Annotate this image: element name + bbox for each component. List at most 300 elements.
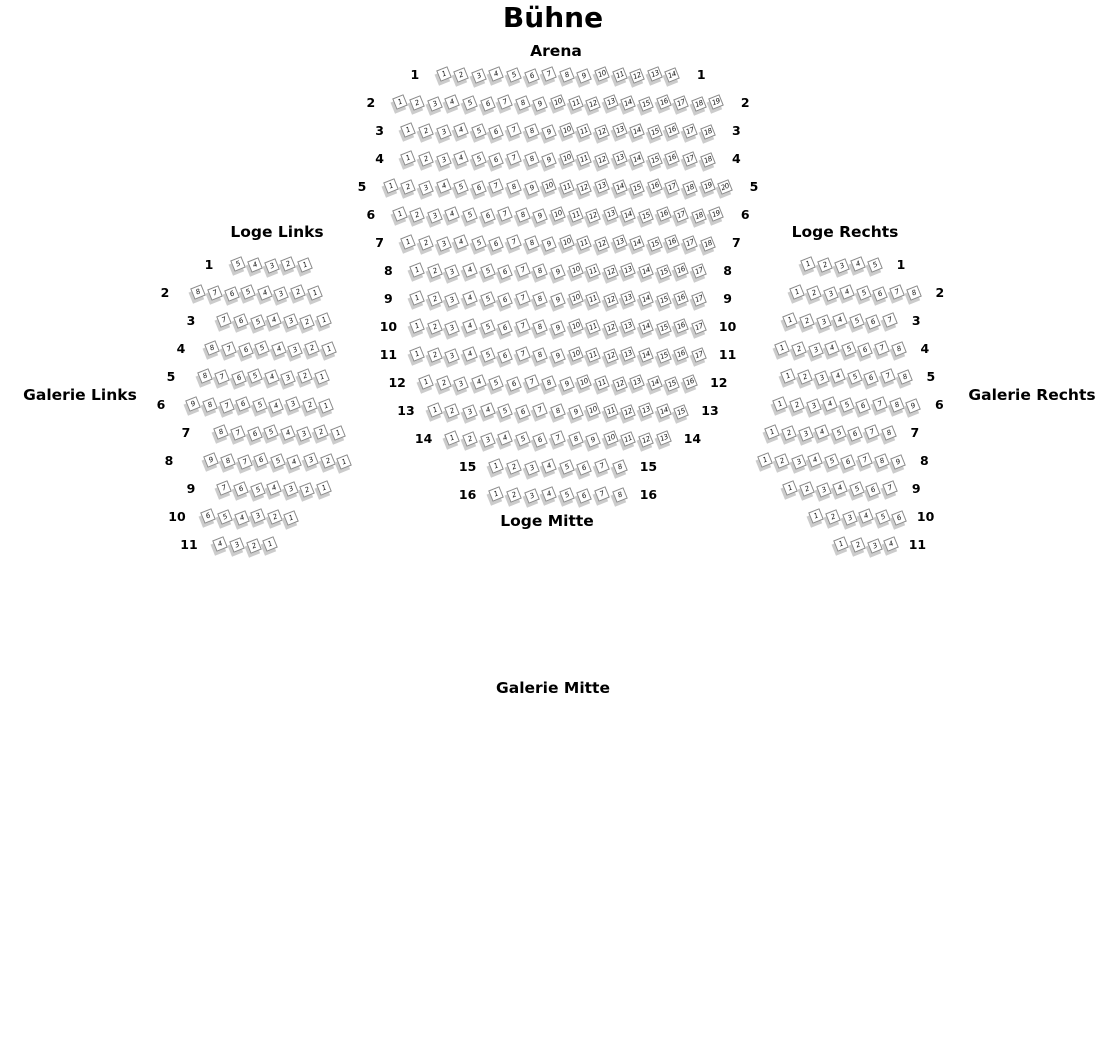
- seat[interactable]: [550, 94, 566, 110]
- seat[interactable]: [585, 208, 601, 224]
- seat[interactable]: [247, 257, 263, 273]
- seat[interactable]: [603, 94, 619, 110]
- seat[interactable]: [638, 432, 654, 448]
- seat[interactable]: [603, 320, 619, 336]
- seat[interactable]: [445, 320, 461, 336]
- seat[interactable]: [673, 346, 689, 362]
- seat[interactable]: [594, 66, 610, 82]
- seat[interactable]: [252, 397, 268, 413]
- seat[interactable]: [594, 178, 610, 194]
- seat[interactable]: [234, 510, 250, 526]
- seat[interactable]: [568, 404, 584, 420]
- seat[interactable]: [638, 263, 654, 279]
- seat[interactable]: [774, 340, 790, 356]
- seat[interactable]: [266, 312, 282, 328]
- seat[interactable]: [427, 291, 443, 307]
- seat[interactable]: [299, 482, 315, 498]
- seat[interactable]: [691, 263, 707, 279]
- seat[interactable]: [220, 453, 236, 469]
- seat[interactable]: [585, 432, 601, 448]
- seat[interactable]: [409, 207, 425, 223]
- seat[interactable]: [568, 95, 584, 111]
- seat[interactable]: [577, 68, 593, 84]
- seat[interactable]: [246, 538, 262, 554]
- seat[interactable]: [603, 206, 619, 222]
- seat[interactable]: [427, 96, 443, 112]
- seat[interactable]: [550, 206, 566, 222]
- seat[interactable]: [506, 179, 522, 195]
- seat[interactable]: [891, 341, 907, 357]
- seat[interactable]: [629, 374, 645, 390]
- seat[interactable]: [489, 66, 505, 82]
- seat[interactable]: [559, 67, 575, 83]
- seat[interactable]: [824, 453, 840, 469]
- seat[interactable]: [445, 206, 461, 222]
- seat[interactable]: [264, 258, 280, 274]
- seat[interactable]: [594, 152, 610, 168]
- seat[interactable]: [550, 430, 566, 446]
- seat[interactable]: [831, 425, 847, 441]
- seat[interactable]: [453, 150, 469, 166]
- seat[interactable]: [480, 347, 496, 363]
- seat[interactable]: [313, 424, 329, 440]
- seat[interactable]: [230, 425, 246, 441]
- seat[interactable]: [867, 257, 883, 273]
- seat[interactable]: [401, 122, 417, 138]
- seat[interactable]: [550, 264, 566, 280]
- seat[interactable]: [656, 292, 672, 308]
- seat[interactable]: [832, 312, 848, 328]
- seat[interactable]: [603, 292, 619, 308]
- seat[interactable]: [409, 262, 425, 278]
- seat[interactable]: [656, 206, 672, 222]
- seat[interactable]: [891, 510, 907, 526]
- seat[interactable]: [296, 426, 312, 442]
- seat[interactable]: [533, 208, 549, 224]
- seat[interactable]: [515, 346, 531, 362]
- seat[interactable]: [621, 95, 637, 111]
- seat[interactable]: [263, 424, 279, 440]
- seat[interactable]: [791, 454, 807, 470]
- seat[interactable]: [849, 313, 865, 329]
- seat[interactable]: [515, 431, 531, 447]
- seat[interactable]: [303, 452, 319, 468]
- seat[interactable]: [612, 487, 628, 503]
- seat[interactable]: [489, 375, 505, 391]
- seat[interactable]: [808, 342, 824, 358]
- seat[interactable]: [612, 459, 628, 475]
- seat[interactable]: [436, 236, 452, 252]
- seat[interactable]: [791, 341, 807, 357]
- seat[interactable]: [550, 292, 566, 308]
- seat[interactable]: [577, 235, 593, 251]
- seat[interactable]: [320, 453, 336, 469]
- seat[interactable]: [882, 312, 898, 328]
- seat[interactable]: [825, 509, 841, 525]
- seat[interactable]: [872, 286, 888, 302]
- seat[interactable]: [401, 234, 417, 250]
- seat[interactable]: [427, 347, 443, 363]
- seat[interactable]: [656, 403, 672, 419]
- seat[interactable]: [489, 236, 505, 252]
- seat[interactable]: [229, 537, 245, 553]
- seat[interactable]: [808, 508, 824, 524]
- seat[interactable]: [874, 340, 890, 356]
- seat[interactable]: [621, 318, 637, 334]
- seat[interactable]: [480, 402, 496, 418]
- seat[interactable]: [480, 319, 496, 335]
- seat[interactable]: [638, 347, 654, 363]
- seat[interactable]: [839, 284, 855, 300]
- seat[interactable]: [889, 397, 905, 413]
- seat[interactable]: [250, 482, 266, 498]
- seat[interactable]: [307, 285, 323, 301]
- seat[interactable]: [471, 235, 487, 251]
- seat[interactable]: [200, 508, 216, 524]
- seat[interactable]: [489, 178, 505, 194]
- seat[interactable]: [822, 396, 838, 412]
- seat[interactable]: [266, 480, 282, 496]
- seat[interactable]: [453, 234, 469, 250]
- seat[interactable]: [237, 454, 253, 470]
- seat[interactable]: [409, 346, 425, 362]
- seat[interactable]: [817, 257, 833, 273]
- seat[interactable]: [247, 368, 263, 384]
- seat[interactable]: [841, 341, 857, 357]
- seat[interactable]: [213, 424, 229, 440]
- seat[interactable]: [700, 236, 716, 252]
- seat[interactable]: [889, 284, 905, 300]
- seat[interactable]: [480, 263, 496, 279]
- seat[interactable]: [594, 124, 610, 140]
- seat[interactable]: [665, 376, 681, 392]
- seat[interactable]: [603, 403, 619, 419]
- seat[interactable]: [453, 179, 469, 195]
- seat[interactable]: [799, 481, 815, 497]
- seat[interactable]: [717, 179, 733, 195]
- seat[interactable]: [254, 340, 270, 356]
- seat[interactable]: [780, 368, 796, 384]
- seat[interactable]: [240, 284, 256, 300]
- seat[interactable]: [280, 256, 296, 272]
- seat[interactable]: [612, 376, 628, 392]
- seat[interactable]: [772, 396, 788, 412]
- seat[interactable]: [874, 453, 890, 469]
- seat[interactable]: [436, 124, 452, 140]
- seat[interactable]: [550, 403, 566, 419]
- seat[interactable]: [321, 341, 337, 357]
- seat[interactable]: [489, 458, 505, 474]
- seat[interactable]: [304, 340, 320, 356]
- seat[interactable]: [462, 431, 478, 447]
- seat[interactable]: [757, 452, 773, 468]
- seat[interactable]: [612, 122, 628, 138]
- seat[interactable]: [647, 178, 663, 194]
- seat[interactable]: [418, 374, 434, 390]
- seat[interactable]: [691, 96, 707, 112]
- seat[interactable]: [824, 340, 840, 356]
- seat[interactable]: [297, 368, 313, 384]
- seat[interactable]: [462, 95, 478, 111]
- seat[interactable]: [480, 96, 496, 112]
- seat[interactable]: [568, 346, 584, 362]
- seat[interactable]: [290, 284, 306, 300]
- seat[interactable]: [816, 482, 832, 498]
- seat[interactable]: [270, 453, 286, 469]
- seat[interactable]: [834, 258, 850, 274]
- seat[interactable]: [857, 452, 873, 468]
- seat[interactable]: [856, 285, 872, 301]
- seat[interactable]: [383, 178, 399, 194]
- seat[interactable]: [401, 150, 417, 166]
- seat[interactable]: [436, 375, 452, 391]
- seat[interactable]: [665, 234, 681, 250]
- seat[interactable]: [647, 375, 663, 391]
- seat[interactable]: [190, 284, 206, 300]
- seat[interactable]: [673, 404, 689, 420]
- seat[interactable]: [638, 402, 654, 418]
- seat[interactable]: [541, 236, 557, 252]
- seat[interactable]: [585, 319, 601, 335]
- seat[interactable]: [506, 122, 522, 138]
- seat[interactable]: [418, 235, 434, 251]
- seat[interactable]: [497, 206, 513, 222]
- seat[interactable]: [656, 348, 672, 364]
- seat[interactable]: [897, 369, 913, 385]
- seat[interactable]: [559, 234, 575, 250]
- seat[interactable]: [297, 257, 313, 273]
- seat[interactable]: [800, 256, 816, 272]
- seat[interactable]: [577, 123, 593, 139]
- seat[interactable]: [867, 538, 883, 554]
- seat[interactable]: [577, 151, 593, 167]
- seat[interactable]: [316, 312, 332, 328]
- seat[interactable]: [647, 152, 663, 168]
- seat[interactable]: [673, 95, 689, 111]
- seat[interactable]: [462, 290, 478, 306]
- seat[interactable]: [656, 94, 672, 110]
- seat[interactable]: [216, 480, 232, 496]
- seat[interactable]: [497, 320, 513, 336]
- seat[interactable]: [462, 346, 478, 362]
- seat[interactable]: [559, 122, 575, 138]
- seat[interactable]: [799, 313, 815, 329]
- seat[interactable]: [541, 124, 557, 140]
- seat[interactable]: [875, 509, 891, 525]
- seat[interactable]: [832, 480, 848, 496]
- seat[interactable]: [568, 431, 584, 447]
- seat[interactable]: [283, 481, 299, 497]
- seat[interactable]: [524, 123, 540, 139]
- seat[interactable]: [515, 404, 531, 420]
- seat[interactable]: [238, 342, 254, 358]
- seat[interactable]: [462, 318, 478, 334]
- seat[interactable]: [807, 452, 823, 468]
- seat[interactable]: [436, 178, 452, 194]
- seat[interactable]: [436, 66, 452, 82]
- seat[interactable]: [212, 536, 228, 552]
- seat[interactable]: [621, 262, 637, 278]
- seat[interactable]: [264, 369, 280, 385]
- seat[interactable]: [453, 67, 469, 83]
- seat[interactable]: [673, 262, 689, 278]
- seat[interactable]: [839, 397, 855, 413]
- seat[interactable]: [401, 179, 417, 195]
- seat[interactable]: [682, 123, 698, 139]
- seat[interactable]: [445, 348, 461, 364]
- seat[interactable]: [830, 368, 846, 384]
- seat[interactable]: [577, 460, 593, 476]
- seat[interactable]: [262, 536, 278, 552]
- seat[interactable]: [445, 403, 461, 419]
- seat[interactable]: [881, 425, 897, 441]
- seat[interactable]: [865, 482, 881, 498]
- seat[interactable]: [883, 536, 899, 552]
- seat[interactable]: [283, 313, 299, 329]
- seat[interactable]: [207, 285, 223, 301]
- seat[interactable]: [691, 347, 707, 363]
- seat[interactable]: [257, 285, 273, 301]
- seat[interactable]: [673, 290, 689, 306]
- seat[interactable]: [691, 291, 707, 307]
- seat[interactable]: [497, 292, 513, 308]
- seat[interactable]: [197, 368, 213, 384]
- seat[interactable]: [594, 458, 610, 474]
- seat[interactable]: [621, 346, 637, 362]
- seat[interactable]: [453, 376, 469, 392]
- seat[interactable]: [855, 398, 871, 414]
- seat[interactable]: [533, 291, 549, 307]
- seat[interactable]: [629, 123, 645, 139]
- seat[interactable]: [253, 452, 269, 468]
- seat[interactable]: [863, 370, 879, 386]
- seat[interactable]: [612, 150, 628, 166]
- seat[interactable]: [550, 320, 566, 336]
- seat[interactable]: [764, 424, 780, 440]
- seat[interactable]: [647, 124, 663, 140]
- seat[interactable]: [559, 376, 575, 392]
- seat[interactable]: [418, 151, 434, 167]
- seat[interactable]: [214, 369, 230, 385]
- seat[interactable]: [629, 235, 645, 251]
- seat[interactable]: [427, 402, 443, 418]
- seat[interactable]: [682, 374, 698, 390]
- seat[interactable]: [647, 66, 663, 82]
- seat[interactable]: [603, 348, 619, 364]
- seat[interactable]: [409, 318, 425, 334]
- seat[interactable]: [489, 152, 505, 168]
- seat[interactable]: [612, 234, 628, 250]
- seat[interactable]: [782, 312, 798, 328]
- seat[interactable]: [524, 68, 540, 84]
- seat[interactable]: [782, 480, 798, 496]
- seat[interactable]: [506, 67, 522, 83]
- seat[interactable]: [906, 285, 922, 301]
- seat[interactable]: [656, 320, 672, 336]
- seat[interactable]: [709, 94, 725, 110]
- seat[interactable]: [700, 152, 716, 168]
- seat[interactable]: [833, 536, 849, 552]
- seat[interactable]: [621, 431, 637, 447]
- seat[interactable]: [629, 68, 645, 84]
- seat[interactable]: [489, 124, 505, 140]
- seat[interactable]: [471, 151, 487, 167]
- seat[interactable]: [217, 509, 233, 525]
- seat[interactable]: [515, 95, 531, 111]
- seat[interactable]: [250, 508, 266, 524]
- seat[interactable]: [250, 314, 266, 330]
- seat[interactable]: [700, 124, 716, 140]
- seat[interactable]: [453, 122, 469, 138]
- seat[interactable]: [219, 398, 235, 414]
- seat[interactable]: [568, 207, 584, 223]
- seat[interactable]: [427, 319, 443, 335]
- seat[interactable]: [330, 425, 346, 441]
- seat[interactable]: [585, 96, 601, 112]
- seat[interactable]: [709, 206, 725, 222]
- seat[interactable]: [629, 180, 645, 196]
- seat[interactable]: [559, 150, 575, 166]
- seat[interactable]: [568, 290, 584, 306]
- seat[interactable]: [541, 458, 557, 474]
- seat[interactable]: [872, 396, 888, 412]
- seat[interactable]: [445, 430, 461, 446]
- seat[interactable]: [233, 313, 249, 329]
- seat[interactable]: [798, 426, 814, 442]
- seat[interactable]: [280, 370, 296, 386]
- seat[interactable]: [638, 319, 654, 335]
- seat[interactable]: [691, 319, 707, 335]
- seat[interactable]: [506, 150, 522, 166]
- seat[interactable]: [471, 68, 487, 84]
- seat[interactable]: [392, 206, 408, 222]
- seat[interactable]: [462, 262, 478, 278]
- seat[interactable]: [665, 179, 681, 195]
- seat[interactable]: [682, 235, 698, 251]
- seat[interactable]: [594, 375, 610, 391]
- seat[interactable]: [247, 426, 263, 442]
- seat[interactable]: [621, 404, 637, 420]
- seat[interactable]: [840, 454, 856, 470]
- seat[interactable]: [847, 369, 863, 385]
- seat[interactable]: [603, 264, 619, 280]
- seat[interactable]: [700, 178, 716, 194]
- seat[interactable]: [797, 369, 813, 385]
- seat[interactable]: [629, 151, 645, 167]
- seat[interactable]: [409, 95, 425, 111]
- seat[interactable]: [314, 369, 330, 385]
- seat[interactable]: [673, 318, 689, 334]
- seat[interactable]: [585, 347, 601, 363]
- seat[interactable]: [647, 236, 663, 252]
- seat[interactable]: [806, 285, 822, 301]
- seat[interactable]: [594, 486, 610, 502]
- seat[interactable]: [480, 208, 496, 224]
- seat[interactable]: [638, 291, 654, 307]
- seat[interactable]: [506, 487, 522, 503]
- seat[interactable]: [533, 96, 549, 112]
- seat[interactable]: [221, 341, 237, 357]
- seat[interactable]: [204, 340, 220, 356]
- seat[interactable]: [541, 178, 557, 194]
- seat[interactable]: [585, 402, 601, 418]
- seat[interactable]: [864, 424, 880, 440]
- seat[interactable]: [216, 312, 232, 328]
- seat[interactable]: [515, 290, 531, 306]
- seat[interactable]: [280, 425, 296, 441]
- seat[interactable]: [445, 94, 461, 110]
- seat[interactable]: [230, 256, 246, 272]
